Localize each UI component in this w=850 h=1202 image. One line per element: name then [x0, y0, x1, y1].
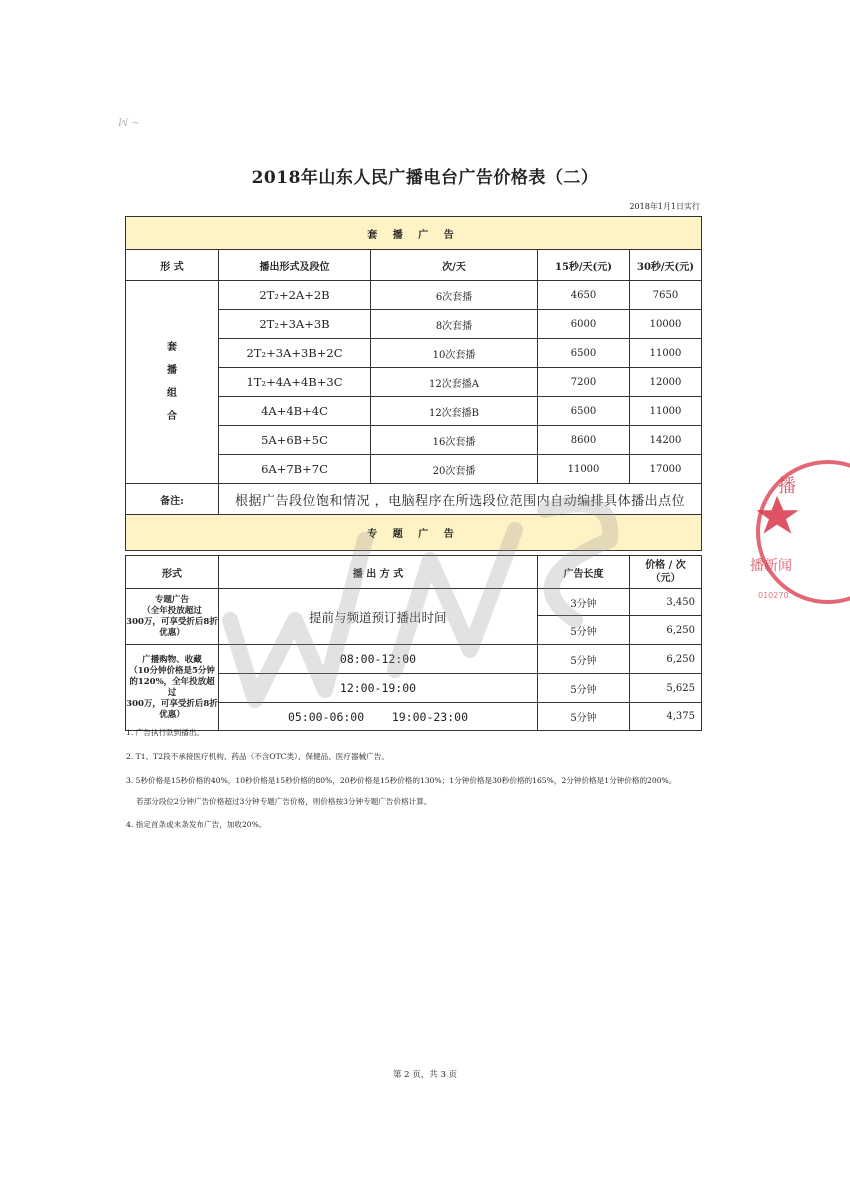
special-section-heading: 专 题 广 告 — [126, 515, 702, 551]
special-ad-label: 专题广告 （全年投放超过 300万，可享受折后8折 优惠） — [126, 589, 219, 645]
note-item: 1. 广告执行款到播出。 — [126, 728, 205, 737]
price-30s-cell: 17000 — [630, 455, 702, 484]
red-stamp — [738, 460, 850, 610]
price-15s-cell: 6000 — [538, 310, 630, 339]
col-slots: 播出形式及段位 — [219, 250, 371, 281]
package-price-table — [125, 216, 702, 551]
remark-text: 根据广告段位饱和情况 ，电脑程序在所选段位范围内自动编排具体播出点位 — [219, 484, 702, 515]
slots-cell: 2T₂+3A+3B+2C — [219, 339, 371, 368]
price-30s-cell: 12000 — [630, 368, 702, 397]
table-row — [126, 645, 702, 674]
times-cell: 20次套播 — [371, 455, 538, 484]
slots-cell: 2T₂+3A+3B — [219, 310, 371, 339]
price-30s-cell: 10000 — [630, 310, 702, 339]
col-price-15s: 15秒/天(元) — [538, 250, 630, 281]
stamp-bottom-text: 播新闻 — [750, 558, 792, 574]
length-cell: 5分钟 — [538, 703, 630, 731]
col-length: 广告长度 — [538, 556, 630, 589]
times-cell: 6次套播 — [371, 281, 538, 310]
pen-scribble: ꟽ ~ — [118, 118, 140, 129]
times-cell: 12次套播A — [371, 368, 538, 397]
price-15s-cell: 7200 — [538, 368, 630, 397]
col-form: 形式 — [126, 556, 219, 589]
note-item: 若部分段位2分钟广告价格超过3分钟专题广告价格，则价格按3分钟专题广告价格计算。 — [136, 797, 432, 806]
price-cell: 6,250 — [630, 616, 702, 645]
remark-row — [126, 484, 702, 515]
col-method: 播 出 方 式 — [219, 556, 538, 589]
price-30s-cell: 11000 — [630, 397, 702, 426]
times-cell: 8次套播 — [371, 310, 538, 339]
stamp-serial: 010270 — [758, 591, 789, 600]
length-cell: 5分钟 — [538, 645, 630, 674]
slots-cell: 1T₂+4A+4B+3C — [219, 368, 371, 397]
note-item: 2. T1、T2段不承接医疗机构、药品（不含OTC类）、保健品、医疗器械广告。 — [126, 752, 389, 761]
price-15s-cell: 4650 — [538, 281, 630, 310]
price-15s-cell: 6500 — [538, 339, 630, 368]
price-30s-cell: 14200 — [630, 426, 702, 455]
col-price-30s: 30秒/天(元) — [630, 250, 702, 281]
times-cell: 10次套播 — [371, 339, 538, 368]
times-cell: 16次套播 — [371, 426, 538, 455]
col-times: 次/天 — [371, 250, 538, 281]
price-30s-cell: 11000 — [630, 339, 702, 368]
note-item: 4. 指定首条或末条发布广告，加收20%。 — [126, 820, 267, 829]
stamp-top-char: 播 — [778, 476, 796, 497]
time-cell: 05:00-06:00 19:00-23:00 — [219, 703, 538, 731]
special-price-table — [125, 555, 702, 731]
col-price: 价格 / 次 （元） — [630, 556, 702, 589]
effective-date: 2018年1月1日实行 — [629, 202, 700, 211]
note-item: 3. 5秒价格是15秒价格的40%，10秒价格是15秒价格的80%，20秒价格是15秒价格的130%；1分钟价格是30秒价格的165%，2分钟价格是1分钟价格的200%。 — [126, 776, 677, 785]
package-header-row — [126, 250, 702, 281]
price-15s-cell: 11000 — [538, 455, 630, 484]
slots-cell: 4A+4B+4C — [219, 397, 371, 426]
price-15s-cell: 6500 — [538, 397, 630, 426]
remark-label: 备注: — [126, 484, 219, 515]
package-group-label: 套 播 组 合 — [126, 281, 219, 484]
price-cell: 5,625 — [630, 674, 702, 703]
special-method-cell: 提前与频道预订播出时间 — [219, 589, 538, 645]
col-form: 形 式 — [126, 250, 219, 281]
slots-cell: 5A+6B+5C — [219, 426, 371, 455]
table-row — [126, 281, 702, 310]
time-cell: 12:00-19:00 — [219, 674, 538, 703]
package-section-heading: 套 播 广 告 — [126, 217, 702, 250]
price-15s-cell: 8600 — [538, 426, 630, 455]
price-cell: 4,375 — [630, 703, 702, 731]
slots-cell: 2T₂+2A+2B — [219, 281, 371, 310]
special-header-row — [126, 556, 702, 589]
length-cell: 5分钟 — [538, 616, 630, 645]
table-row — [126, 589, 702, 616]
page-title: 2018年山东人民广播电台广告价格表（二） — [251, 168, 599, 188]
time-cell: 08:00-12:00 — [219, 645, 538, 674]
price-30s-cell: 7650 — [630, 281, 702, 310]
price-cell: 6,250 — [630, 645, 702, 674]
times-cell: 12次套播B — [371, 397, 538, 426]
length-cell: 5分钟 — [538, 674, 630, 703]
page-footer: 第 2 页，共 3 页 — [392, 1070, 458, 1080]
shopping-ad-label: 广播购物、收藏 （10分钟价格是5分钟 的120%，全年投放超过 300万，可享受折后8折 优惠） — [126, 645, 219, 731]
price-cell: 3,450 — [630, 589, 702, 616]
length-cell: 3分钟 — [538, 589, 630, 616]
slots-cell: 6A+7B+7C — [219, 455, 371, 484]
